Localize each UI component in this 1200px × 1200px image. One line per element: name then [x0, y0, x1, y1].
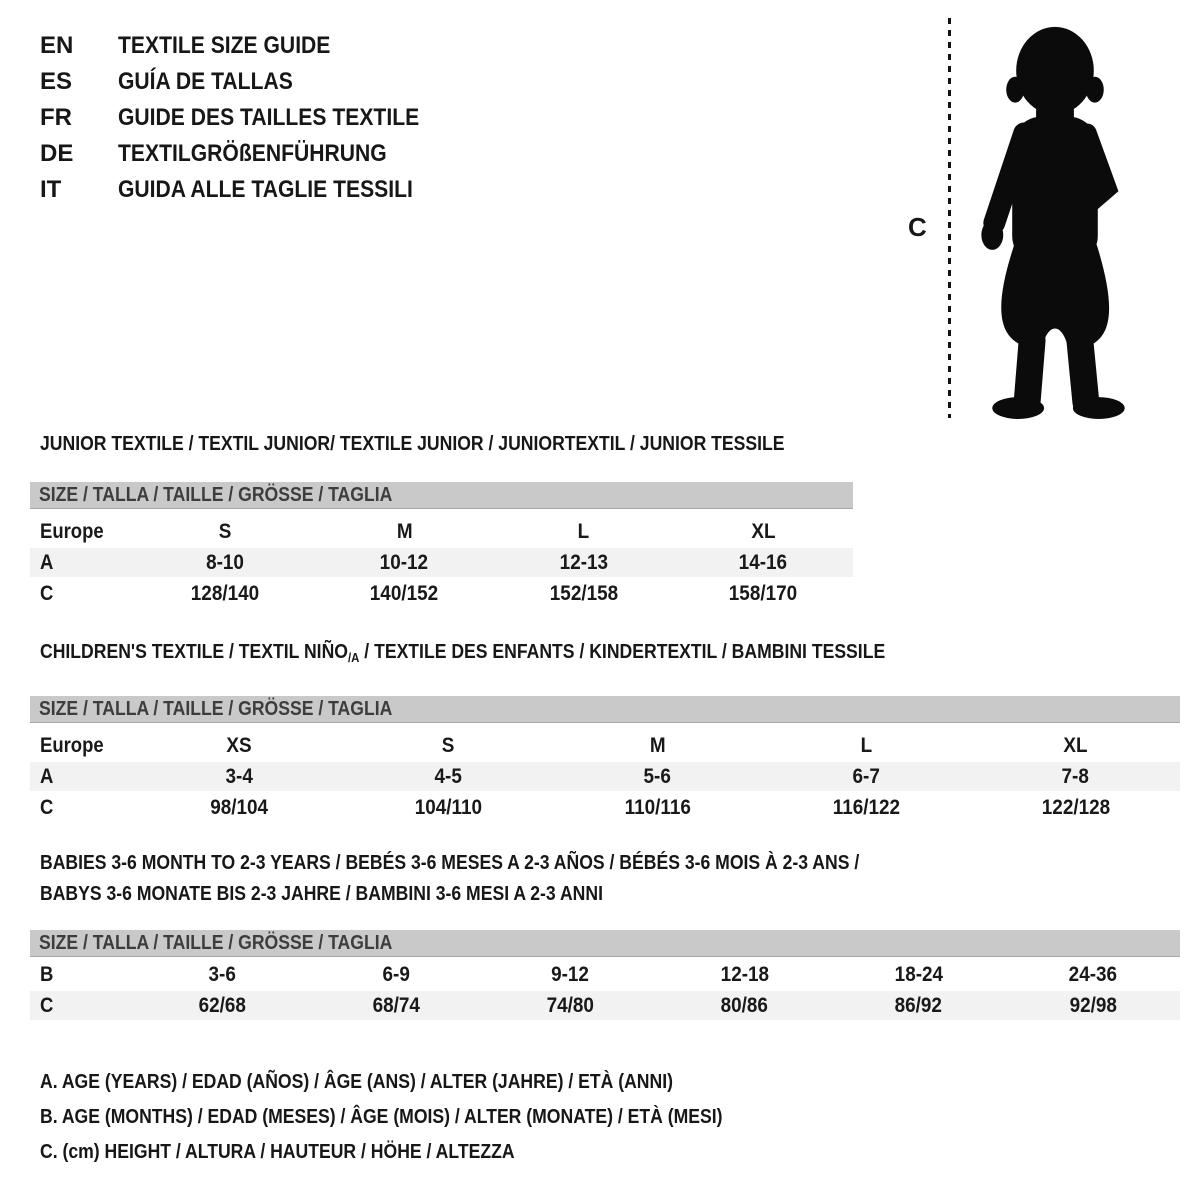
row-label-cell: A: [40, 764, 54, 788]
guide-title-de: TEXTILGRÖßENFÜHRUNG: [118, 140, 387, 167]
value-cell: 98/104: [210, 795, 269, 819]
babies-height-row: [30, 991, 1180, 1020]
value-cell: 9-12: [551, 962, 590, 986]
size-column-cell: S: [218, 520, 232, 543]
value-cell: 110/116: [624, 795, 691, 819]
value-cell: 152/158: [549, 581, 618, 605]
row-label-cell: C: [40, 795, 54, 819]
babies-textile-section: [30, 851, 1180, 1020]
value-cell: 7-8: [1061, 764, 1090, 788]
value-cell: 8-10: [205, 550, 244, 574]
value-cell: 10-12: [380, 550, 429, 574]
children-age-row: [30, 762, 1180, 791]
size-column-cell: XL: [751, 520, 776, 543]
value-cell: 104/110: [414, 795, 483, 819]
junior-age-row: [30, 548, 853, 577]
size-column-cell: XS: [226, 734, 253, 757]
value-cell: 3-6: [208, 962, 236, 986]
value-cell: 18-24: [894, 962, 943, 986]
legend-line-c: C. (cm) HEIGHT / ALTURA / HAUTEUR / HÖHE / ALTEZZA: [40, 1141, 515, 1163]
value-cell: 3-4: [225, 764, 254, 788]
junior-height-row: [30, 579, 853, 608]
guide-title-fr: GUIDE DES TAILLES TEXTILE: [118, 104, 420, 131]
value-cell: 74/80: [546, 993, 595, 1017]
language-code: DE: [40, 140, 74, 167]
value-cell: 80/86: [720, 993, 769, 1017]
value-cell: 14-16: [739, 550, 788, 574]
value-cell: 62/68: [198, 993, 246, 1017]
size-column-cell: XL: [1063, 734, 1088, 757]
value-cell: 6-7: [852, 764, 881, 788]
height-measure-dashed-line: [948, 18, 951, 418]
size-column-cell: M: [649, 734, 666, 757]
measurement-legend: [40, 1070, 816, 1175]
children-column-header-row: [30, 732, 1180, 760]
language-code: ES: [40, 68, 73, 95]
babies-section-title-line2: BABYS 3-6 MONATE BIS 2-3 JAHRE / BAMBINI 3-6 MESI A 2-3 ANNI: [40, 883, 603, 905]
language-row-en: [40, 28, 460, 64]
size-column-cell: L: [860, 734, 873, 757]
value-cell: 12-13: [559, 550, 608, 574]
language-row-es: [40, 64, 460, 100]
guide-title-en: TEXTILE SIZE GUIDE: [118, 32, 331, 59]
language-title-list: [40, 28, 460, 208]
row-label-cell: C: [40, 993, 54, 1017]
value-cell: 158/170: [729, 581, 798, 605]
junior-column-header-row: [30, 518, 853, 546]
value-cell: 86/92: [895, 993, 943, 1017]
babies-months-row: [30, 960, 1180, 989]
junior-section-title: JUNIOR TEXTILE / TEXTIL JUNIOR/ TEXTILE JUNIOR / JUNIORTEXTIL / JUNIOR TESSILE: [40, 433, 785, 455]
language-code: IT: [40, 176, 62, 203]
babies-section-title-line1: BABIES 3-6 MONTH TO 2-3 YEARS / BEBÉS 3-6 MESES A 2-3 AÑOS / BÉBÉS 3-6 MOIS À 2-3 ANS /: [40, 852, 860, 874]
region-header-cell: Europe: [40, 520, 104, 543]
size-column-cell: L: [577, 520, 590, 543]
size-column-cell: M: [396, 520, 413, 543]
size-header-bar: SIZE / TALLA / TAILLE / GRÖSSE / TAGLIA: [30, 482, 853, 509]
guide-title-es: GUÍA DE TALLAS: [118, 68, 293, 95]
value-cell: 5-6: [643, 764, 672, 788]
value-cell: 68/74: [372, 993, 420, 1017]
children-section-title: CHILDREN'S TEXTILE / TEXTIL $NIÑO_{/A}$ / TEXTILE DES ENFANTS / KINDERTEXTIL / BAMBINI TESSILE: [40, 641, 886, 665]
value-cell: 140/152: [370, 581, 439, 605]
value-cell: 4-5: [434, 764, 463, 788]
value-cell: 6-9: [382, 962, 410, 986]
language-code: EN: [40, 32, 74, 59]
size-column-cell: S: [442, 734, 455, 757]
value-cell: 116/122: [832, 795, 901, 819]
toddler-silhouette: [962, 14, 1144, 422]
language-code: FR: [40, 104, 72, 131]
value-cell: 92/98: [1069, 993, 1117, 1017]
row-label-cell: A: [40, 550, 54, 574]
value-cell: 122/128: [1041, 795, 1110, 819]
region-header-cell: Europe: [40, 734, 104, 757]
size-header-bar: SIZE / TALLA / TAILLE / GRÖSSE / TAGLIA: [30, 930, 1180, 957]
value-cell: 12-18: [720, 962, 769, 986]
junior-textile-section: [30, 432, 853, 608]
children-height-row: [30, 793, 1180, 822]
nino-a-subscript: /A: [347, 650, 360, 665]
guide-title-it: GUIDA ALLE TAGLIE TESSILI: [118, 176, 413, 203]
legend-line-a: A. AGE (YEARS) / EDAD (AÑOS) / ÂGE (ANS) / ALTER (JAHRE) / ETÀ (ANNI): [40, 1071, 673, 1093]
value-cell: 128/140: [190, 581, 259, 605]
height-measure-label: C: [908, 212, 927, 242]
row-label-cell: B: [40, 962, 54, 986]
language-row-it: [40, 172, 460, 208]
legend-line-b: B. AGE (MONTHS) / EDAD (MESES) / ÂGE (MOIS) / ALTER (MONATE) / ETÀ (MESI): [40, 1106, 723, 1128]
children-textile-section: [30, 640, 1180, 822]
size-header-bar: SIZE / TALLA / TAILLE / GRÖSSE / TAGLIA: [30, 696, 1180, 723]
value-cell: 24-36: [1068, 962, 1118, 986]
language-row-de: [40, 136, 460, 172]
language-row-fr: [40, 100, 460, 136]
row-label-cell: C: [40, 581, 54, 605]
